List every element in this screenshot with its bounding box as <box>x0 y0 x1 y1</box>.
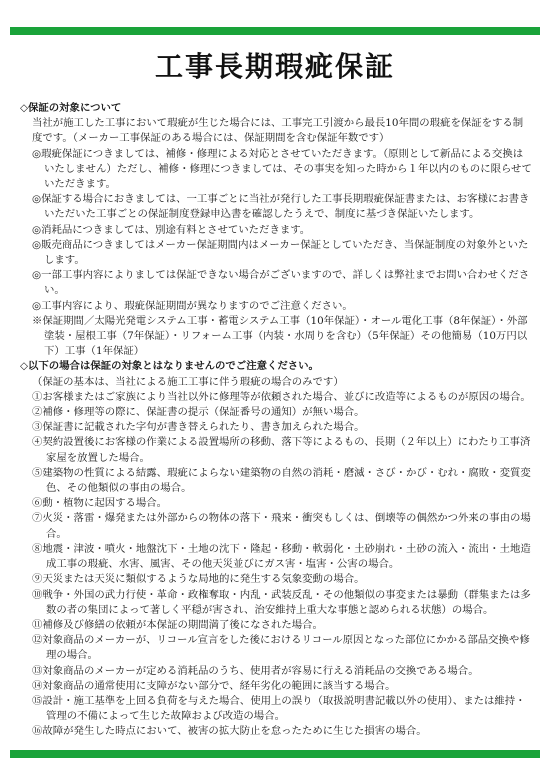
coverage-item: ◎一部工事内容によりましては保証できない場合がございますので、詳しくは弊社までお問い合わせください。 <box>32 269 530 297</box>
exclusion-item: ④契約設置後にお客様の作業による設置場所の移動、落下等によるもの、長期（２年以上）にわたり工事済家屋を放置した場合。 <box>32 436 531 464</box>
section-heading-exclusions: ◇以下の場合は保証の対象とはなりませんのでご注意ください。 <box>20 360 319 373</box>
exclusion-item: ⑪補修及び修繕の依頼が本保証の期間満了後になされた場合。 <box>32 618 323 631</box>
coverage-item: ◎販売商品につきましてはメーカー保証期間内はメーカー保証としていただき、当保証制度の対象外といたします。 <box>32 238 529 267</box>
exclusions-note: （保証の基本は、当社による施工工事に伴う瑕疵の場合のみです） <box>32 375 344 388</box>
section-heading-coverage: ◇保証の対象について <box>20 102 122 114</box>
coverage-item: ◎瑕疵保証につきましては、補修・修理による対応とさせていただきます。（原則として新品による交換はいたしません）ただし、補修・修理につきましては、その事実を知った時から１年以内のものに限らせていただきます。 <box>32 147 532 191</box>
bottom-green-bar <box>10 750 540 758</box>
exclusion-item: ⑦火災・落雷・爆発または外部からの物体の落下・飛来・衝突もしくは、倒壊等の偶然かつ外来の事由の場合。 <box>32 512 531 540</box>
exclusion-item: ③保証書に記載された字句が書き替えられたり、書き加えられた場合。 <box>32 421 365 434</box>
coverage-item: ◎消耗品につきましては、別途有料とさせていただきます。 <box>32 223 311 236</box>
exclusion-item: ⑮設計・施工基準を上回る負荷を与えた場合、使用上の誤り（取扱説明書記載以外の使用）、または維持・管理の不備によって生じた故障および改造の場合。 <box>32 694 526 723</box>
exclusion-item: ⑧地震・津波・噴火・地盤沈下・土地の沈下・隆起・移動・軟弱化・土砂崩れ・土砂の流入・流出・土地造成工事の瑕疵、水害、風害、その他天災並びにガス害・塩害・公害の場合。 <box>32 542 531 571</box>
coverage-item: ◎保証する場合におきましては、一工事ごとに当社が発行した工事長期瑕疵保証書または、お客様にお書きいただいた工事ごとの保証制度登録申込書を確認したうえで、制度に基づき保証いたします。 <box>32 193 530 221</box>
exclusion-item: ⑨天災または天災に類似するような局地的に発生する気象変動の場合。 <box>32 573 365 586</box>
exclusion-item: ①お客様またはご家族により当社以外に修理等が依頼された場合、並びに改造等によるものが原因の場合。 <box>32 390 531 403</box>
exclusion-item: ⑭対象商品の通常使用に支障がない部分で、経年劣化の範囲に該当する場合。 <box>32 679 396 692</box>
exclusion-item: ②補修・修理等の際に、保証書の提示（保証番号の通知）が無い場合。 <box>32 406 365 419</box>
exclusion-item: ⑬対象商品のメーカーが定める消耗品のうち、使用者が容易に行える消耗品の交換である場合。 <box>32 664 479 677</box>
warranty-period-note: ※保証期間／太陽光発電システム工事・蓄電システム工事（10年保証）・オール電化工事（8年保証）・外部塗装・屋根工事（7年保証）・リフォーム工事（内装・水周りを含む）（5年保証）その他簡易（10万円以下）工事（1年保証） <box>32 314 528 358</box>
exclusion-item: ⑯故障が発生した時点において、被害の拡大防止を怠ったために生じた損害の場合。 <box>32 725 427 738</box>
coverage-intro: 当社が施工した工事において瑕疵が生じた場合には、工事完工引渡から最長10年間の瑕疵を保証をする制度です。（メーカー工事保証のある場合には、保証期間を含む保証年数です） <box>32 117 524 145</box>
warranty-content <box>20 101 532 740</box>
top-green-bar <box>10 27 540 35</box>
exclusion-item: ⑩戦争・外国の武力行使・革命・政権奪取・内乱・武装反乱・その他類似の事変または暴動（群集または多数の者の集団によって著しく平穏が害され、治安維持上重大な事態と認められる状態）の場合。 <box>32 588 531 616</box>
exclusion-item: ⑥動・植物に起因する場合。 <box>32 497 168 510</box>
coverage-item: ◎工事内容により、瑕疵保証期間が異なりますのでご注意ください。 <box>32 299 353 312</box>
exclusion-item: ⑤建築物の性質による結露、瑕疵によらない建築物の自然の消耗・磨滅・さび・かび・むれ・腐敗・変質変色、その他類似の事由の場合。 <box>32 466 531 495</box>
exclusion-item: ⑫対象商品のメーカーが、リコール宣言をした後におけるリコール原因となった部位にかかる部品交換や修理の場合。 <box>32 634 530 662</box>
page-title: 工事長期瑕疵保証 <box>154 50 395 83</box>
